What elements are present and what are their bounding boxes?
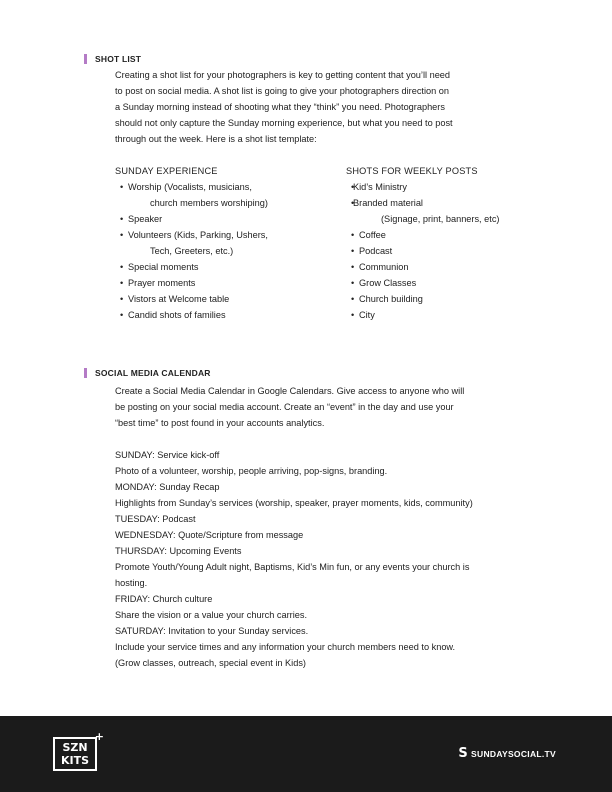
schedule-line: TUESDAY: Podcast	[115, 514, 196, 524]
schedule-line: (Grow classes, outreach, special event in Kids)	[115, 658, 306, 668]
schedule-line: hosting.	[115, 578, 148, 588]
shot-list-heading	[84, 54, 141, 64]
calendar-heading	[84, 368, 211, 378]
list-item-continuation: (Signage, print, banners, etc)	[381, 214, 500, 224]
intro-line: “best time” to post found in your accounts analytics.	[115, 418, 325, 428]
list-item: • Podcast	[346, 243, 499, 259]
list-item: • Kid’s Ministry	[346, 179, 499, 195]
list-item: • Branded material	[346, 195, 499, 211]
list-item: • Vistors at Welcome table	[115, 291, 268, 307]
calendar-heading-text: SOCIAL MEDIA CALENDAR	[95, 368, 211, 378]
intro-line: a Sunday morning instead of shooting what they “think” you need. Photographers	[115, 102, 445, 112]
list-item: • City	[346, 307, 499, 323]
list-item: • Communion	[346, 259, 499, 275]
logo-line: KITS	[60, 754, 90, 767]
schedule-line: Share the vision or a value your church carries.	[115, 610, 308, 620]
intro-line: to post on social media. A shot list is going to give your photographers direction on	[115, 86, 450, 96]
list-item: • Special moments	[115, 259, 268, 275]
schedule-line: SATURDAY: Invitation to your Sunday services.	[115, 626, 309, 636]
list-item: • Speaker	[115, 211, 268, 227]
list-item-continuation: church members worshiping)	[150, 198, 268, 208]
intro-line: should not only capture the Sunday morning experience, but what you need to post	[115, 118, 453, 128]
schedule-line: THURSDAY: Upcoming Events	[115, 546, 242, 556]
weekly-posts-title: SHOTS FOR WEEKLY POSTS	[346, 166, 478, 176]
schedule-line: WEDNESDAY: Quote/Scripture from message	[115, 530, 304, 540]
schedule-line: Photo of a volunteer, worship, people arriving, pop-signs, branding.	[115, 466, 388, 476]
plus-icon: +	[94, 730, 104, 743]
intro-line: through out the week. Here is a shot list template:	[115, 134, 317, 144]
list-item: • Volunteers (Kids, Parking, Ushers,	[115, 227, 268, 243]
section-accent-bar	[84, 54, 87, 64]
schedule-line: SUNDAY: Service kick-off	[115, 450, 220, 460]
sunday-social-icon: S	[458, 746, 469, 761]
sunday-experience-title: SUNDAY EXPERIENCE	[115, 166, 218, 176]
weekly-posts-list	[346, 163, 499, 323]
schedule-line: Highlights from Sunday’s services (worship, speaker, prayer moments, kids, community)	[115, 498, 473, 508]
intro-line: Create a Social Media Calendar in Google Calendars. Give access to anyone who will	[115, 386, 465, 396]
calendar-schedule	[115, 447, 555, 671]
sunday-experience-list	[115, 163, 268, 323]
schedule-line: MONDAY: Sunday Recap	[115, 482, 220, 492]
list-item: • Coffee	[346, 227, 499, 243]
logo-line: SZN	[62, 741, 88, 754]
calendar-intro	[115, 383, 545, 431]
list-item: • Prayer moments	[115, 275, 268, 291]
schedule-line: Include your service times and any information your church members need to know.	[115, 642, 456, 652]
list-item: • Grow Classes	[346, 275, 499, 291]
schedule-line: Promote Youth/Young Adult night, Baptisms, Kid’s Min fun, or any events your church is	[115, 562, 470, 572]
shot-list-heading-text: SHOT LIST	[95, 54, 142, 64]
site-url: SUNDAYSOCIAL.TV	[471, 748, 556, 759]
list-item-continuation: Tech, Greeters, etc.)	[150, 246, 234, 256]
site-link[interactable]	[458, 746, 556, 761]
list-item: • Church building	[346, 291, 499, 307]
shot-list-intro	[115, 67, 545, 147]
szn-kits-logo	[53, 730, 104, 771]
list-item: • Candid shots of families	[115, 307, 268, 323]
list-item: • Worship (Vocalists, musicians,	[115, 179, 268, 195]
intro-line: Creating a shot list for your photographers is key to getting content that you’ll need	[115, 70, 451, 80]
schedule-line: FRIDAY: Church culture	[115, 594, 213, 604]
intro-line: be posting on your social media account. Create an “event” in the day and use your	[115, 402, 454, 412]
section-accent-bar	[84, 368, 87, 378]
